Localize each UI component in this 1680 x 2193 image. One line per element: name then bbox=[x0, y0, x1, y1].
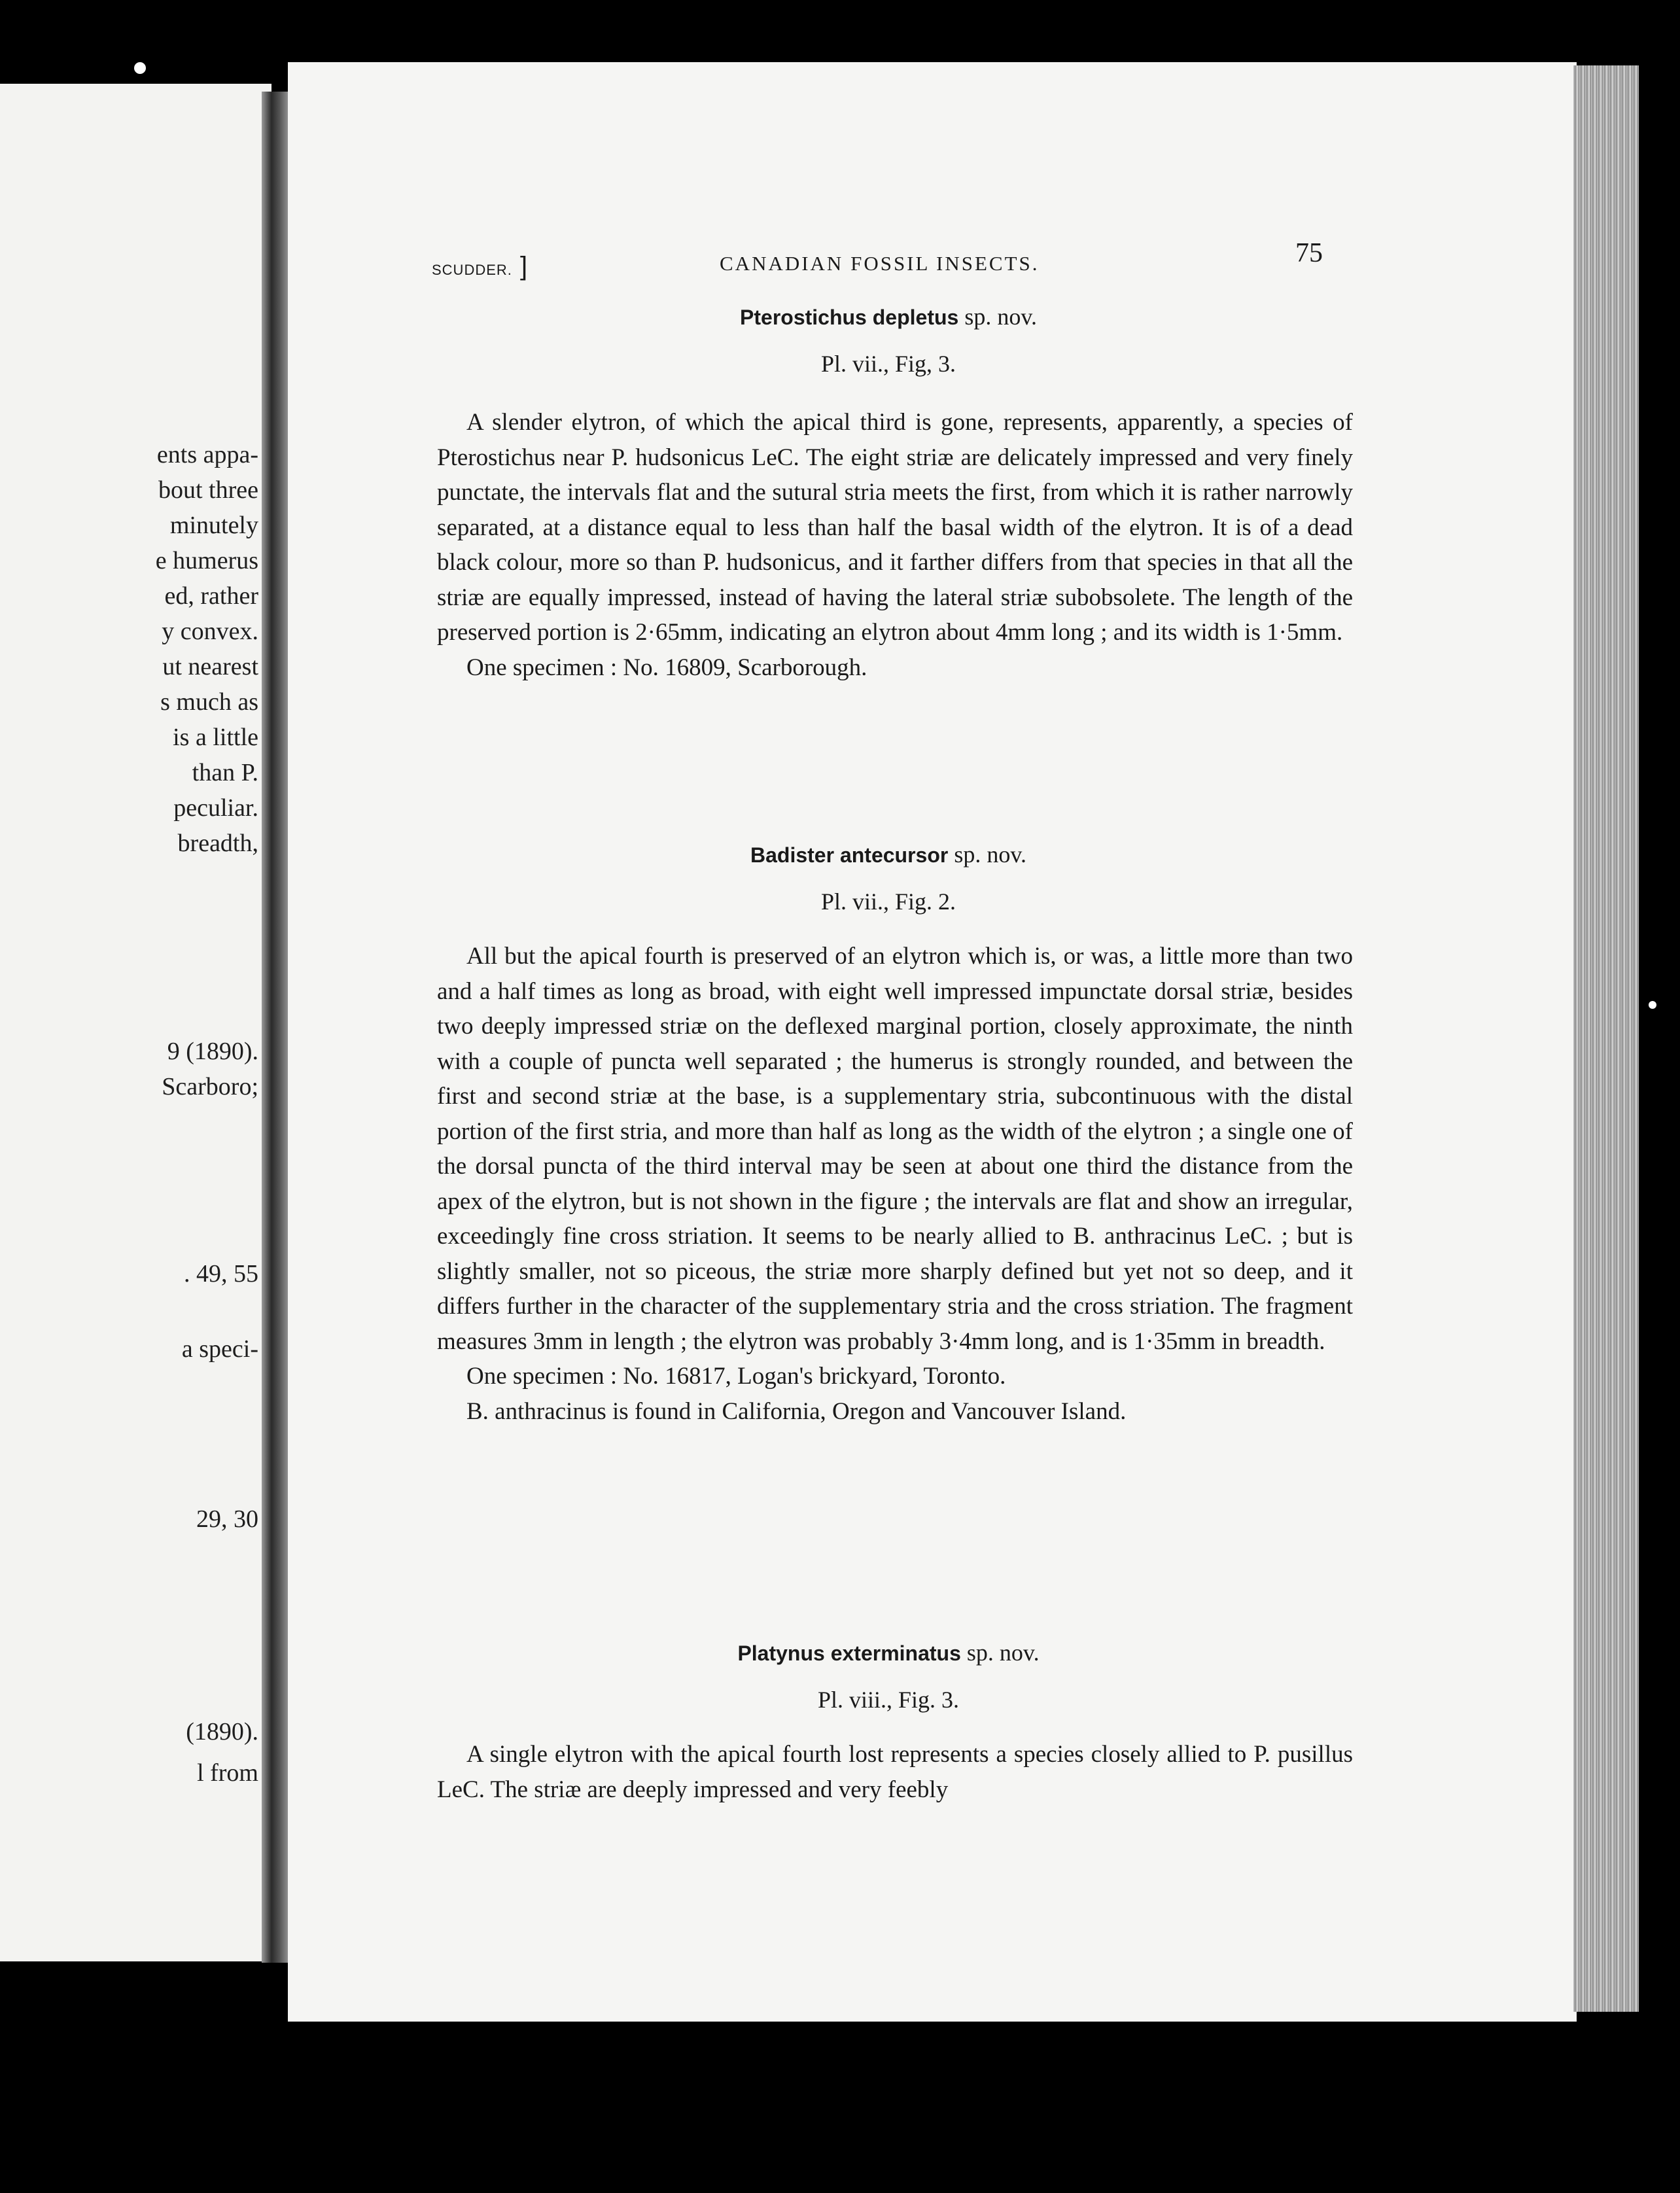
specimen-paragraph: One specimen : No. 16817, Logan's brickyard, Toronto. bbox=[466, 1363, 1006, 1390]
species-heading: Badister antecursor sp. nov. bbox=[750, 841, 1026, 868]
left-page-line: bout three bbox=[158, 476, 258, 504]
page-edges bbox=[1573, 65, 1639, 2012]
running-header-author: SCUDDER. ] bbox=[432, 252, 528, 281]
plate-reference: Pl. viii., Fig. 3. bbox=[817, 1687, 960, 1713]
left-page-line: Scarboro; bbox=[162, 1073, 258, 1100]
distribution-paragraph: B. anthracinus is found in California, Oregon and Vancouver Island. bbox=[466, 1397, 1127, 1425]
plate-reference: Pl. vii., Fig, 3. bbox=[820, 351, 956, 377]
left-page-line: peculiar. bbox=[173, 794, 258, 822]
left-page-line: y convex. bbox=[162, 618, 258, 645]
left-page-line: s much as bbox=[160, 688, 258, 716]
left-page-line: a speci- bbox=[181, 1335, 258, 1363]
left-page-line: 9 (1890). bbox=[167, 1038, 258, 1065]
left-page-line: ut nearest bbox=[162, 653, 258, 680]
left-page-line: minutely bbox=[169, 512, 258, 539]
scan-speck bbox=[134, 62, 146, 74]
scan-speck bbox=[1649, 1001, 1656, 1009]
left-page-line: is a little bbox=[173, 724, 258, 751]
page-number: 75 bbox=[1295, 238, 1323, 268]
left-page-line: than P. bbox=[192, 759, 258, 786]
left-page-line: (1890). bbox=[186, 1718, 258, 1746]
left-page bbox=[0, 84, 271, 1961]
species-heading: Pterostichus depletus sp. nov. bbox=[740, 304, 1037, 330]
left-page-line: 29, 30 bbox=[196, 1505, 258, 1533]
specimen-paragraph: One specimen : No. 16809, Scarborough. bbox=[466, 654, 867, 681]
running-header-title: CANADIAN FOSSIL INSECTS. bbox=[720, 252, 1040, 275]
description-paragraph: A single elytron with the apical fourth lost represents a species closely allied to P. pusillus LeC. The striæ are deeply impressed and very feebly bbox=[437, 1741, 1353, 1803]
section-pterostichus bbox=[437, 303, 1577, 685]
description-paragraph: All but the apical fourth is preserved of an elytron which is, or was, a little more than two and a half times as long as broad, with eight well impressed impunctate dorsal striæ, besides two deeply impressed striæ on the deflexed marginal portion, closely approximate, the ninth with a couple of puncta well separated ; the humerus is strongly rounded, and between the first and second striæ at the base, is a supplementary stria, subcontinuous with the distal portion of the first stria, and more than half as long as the width of the elytron ; a single one of the dorsal puncta of the third interval may be seen at about one third the distance from the apex of the elytron, but is not shown in the figure ; the intervals are flat and show an irregular, exceedingly fine cross striation. It seems to be nearly allied to B. anthracinus LeC. ; but is slightly smaller, not so piceous, the striæ more sharply defined but yet not so deep, and it differs further in the character of the supplementary stria and the cross striation. The fragment measures 3mm in length ; the elytron was probably 3·4mm long, and is 1·35mm in breadth. bbox=[437, 943, 1353, 1355]
left-page-line: ed, rather bbox=[164, 582, 258, 610]
plate-reference: Pl. vii., Fig. 2. bbox=[820, 888, 956, 915]
section-platynus bbox=[437, 1639, 1577, 1807]
left-page-line: . 49, 55 bbox=[184, 1260, 258, 1288]
left-page-line: e humerus bbox=[155, 547, 258, 574]
left-page-line: breadth, bbox=[177, 830, 258, 857]
left-page-line: ents appa- bbox=[156, 441, 258, 468]
left-page-line: l from bbox=[197, 1759, 258, 1787]
right-page bbox=[288, 62, 1577, 2022]
species-heading: Platynus exterminatus sp. nov. bbox=[737, 1640, 1040, 1666]
description-paragraph: A slender elytron, of which the apical third is gone, represents, apparently, a species of Pterostichus near P. hudsonicus LeC. The eight striæ are delicately impressed and very finely punctate, the intervals flat and the sutural stria meets the first, from which it is rather narrowly separated, at a distance equal to less than half the basal width of the elytron. It is of a dead black colour, more so than P. hudsonicus, and it farther differs from that species in that all the striæ are equally impressed, instead of having the lateral striæ subobsolete. The length of the preserved portion is 2·65mm, indicating an elytron about 4mm long ; and its width is 1·5mm. bbox=[437, 409, 1353, 646]
section-badister bbox=[437, 841, 1577, 1429]
